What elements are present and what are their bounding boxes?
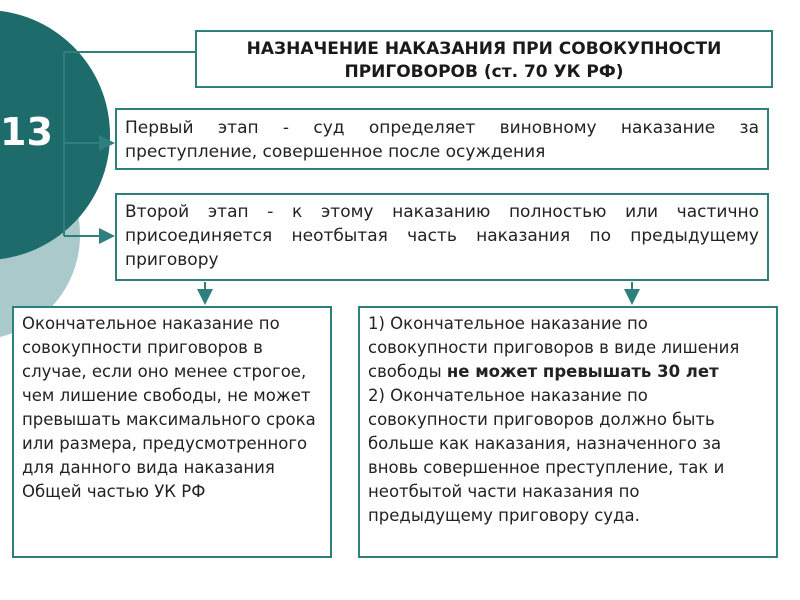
slide-number: 13 — [0, 110, 53, 154]
right-item1-text: 1) Окончательное наказание по совокупности приговоров в виде лишения свободы — [368, 314, 740, 381]
right-item2-text: 2) Окончательное наказание по совокупности приговоров должно быть больше как наказания, назначенного за вновь совершенное преступление, так и неотбытой части наказания по предыдущему приговору суда. — [368, 386, 725, 525]
stage1-box — [115, 108, 769, 170]
title-box — [195, 30, 773, 88]
right-item1-bold: не может превышать 30 лет — [446, 362, 719, 381]
stage2-box — [115, 193, 769, 281]
left-box — [12, 306, 332, 558]
left-box-text: Окончательное наказание по совокупности приговоров в случае, если оно менее строгое, чем лишение свободы, не может превышать максимального срока или размера, предусмотренного для данного вида наказания Общей частью УК РФ — [22, 314, 316, 501]
stage1-text: Первый этап - суд определяет виновному наказание за преступление, совершенное после осуждения — [125, 118, 759, 162]
right-box — [358, 306, 778, 558]
stage2-text: Второй этап - к этому наказанию полностью или частично присоединяется неотбытая часть наказания по предыдущему приговору — [125, 202, 759, 270]
page-title: НАЗНАЧЕНИЕ НАКАЗАНИЯ ПРИ СОВОКУПНОСТИ ПРИГОВОРОВ (ст. 70 УК РФ) — [246, 39, 722, 82]
